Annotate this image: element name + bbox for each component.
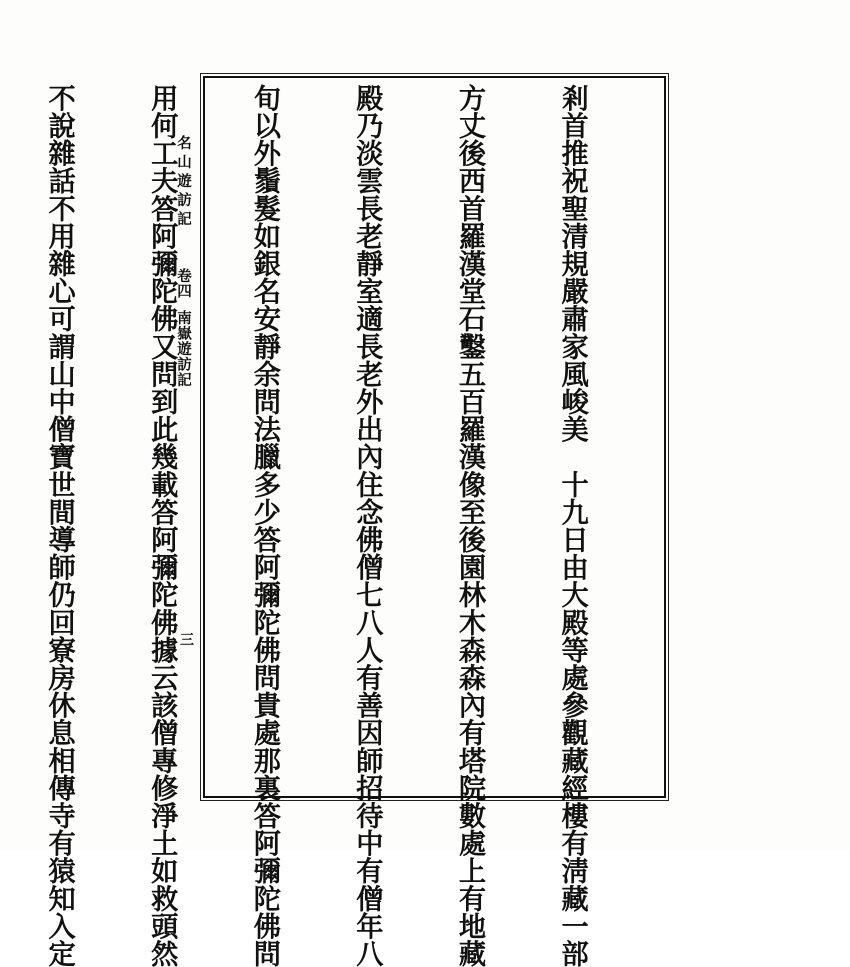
text-column-2: 方丈後西首羅漢堂石鑿五百羅漢像至後園林木森森內有塔院數處上有地藏 [454, 84, 486, 967]
text-column-6: 不說雜話不用雜心可謂山中僧寶世間導師仍回寮房休息相傳寺有猿知入定 [43, 84, 76, 967]
margin-book-title: 名山遊訪記 [175, 135, 192, 231]
text-column-5: 用何工夫答阿彌陀佛又問到此幾載答阿彌陀佛據云該僧專修淨土如救頭然 [146, 84, 179, 967]
page-number: 三 [178, 632, 194, 646]
text-column-3: 殿乃淡雲長老靜室適長老外出內住念佛僧七八人有善因師招待中有僧年八 [351, 84, 384, 967]
margin-section-title: 南嶽遊訪記 [175, 310, 192, 388]
text-column-4: 旬以外鬚髮如銀名安靜余問法臘多少答阿彌陀佛問貴處那裏答阿彌陀佛問 [248, 84, 281, 967]
text-column-1: 剎首推祝聖清規嚴肅家風峻美 十九日由大殿等處參觀藏經樓有淸藏一部 [556, 84, 589, 967]
margin-chapter: 卷四 [175, 268, 192, 299]
